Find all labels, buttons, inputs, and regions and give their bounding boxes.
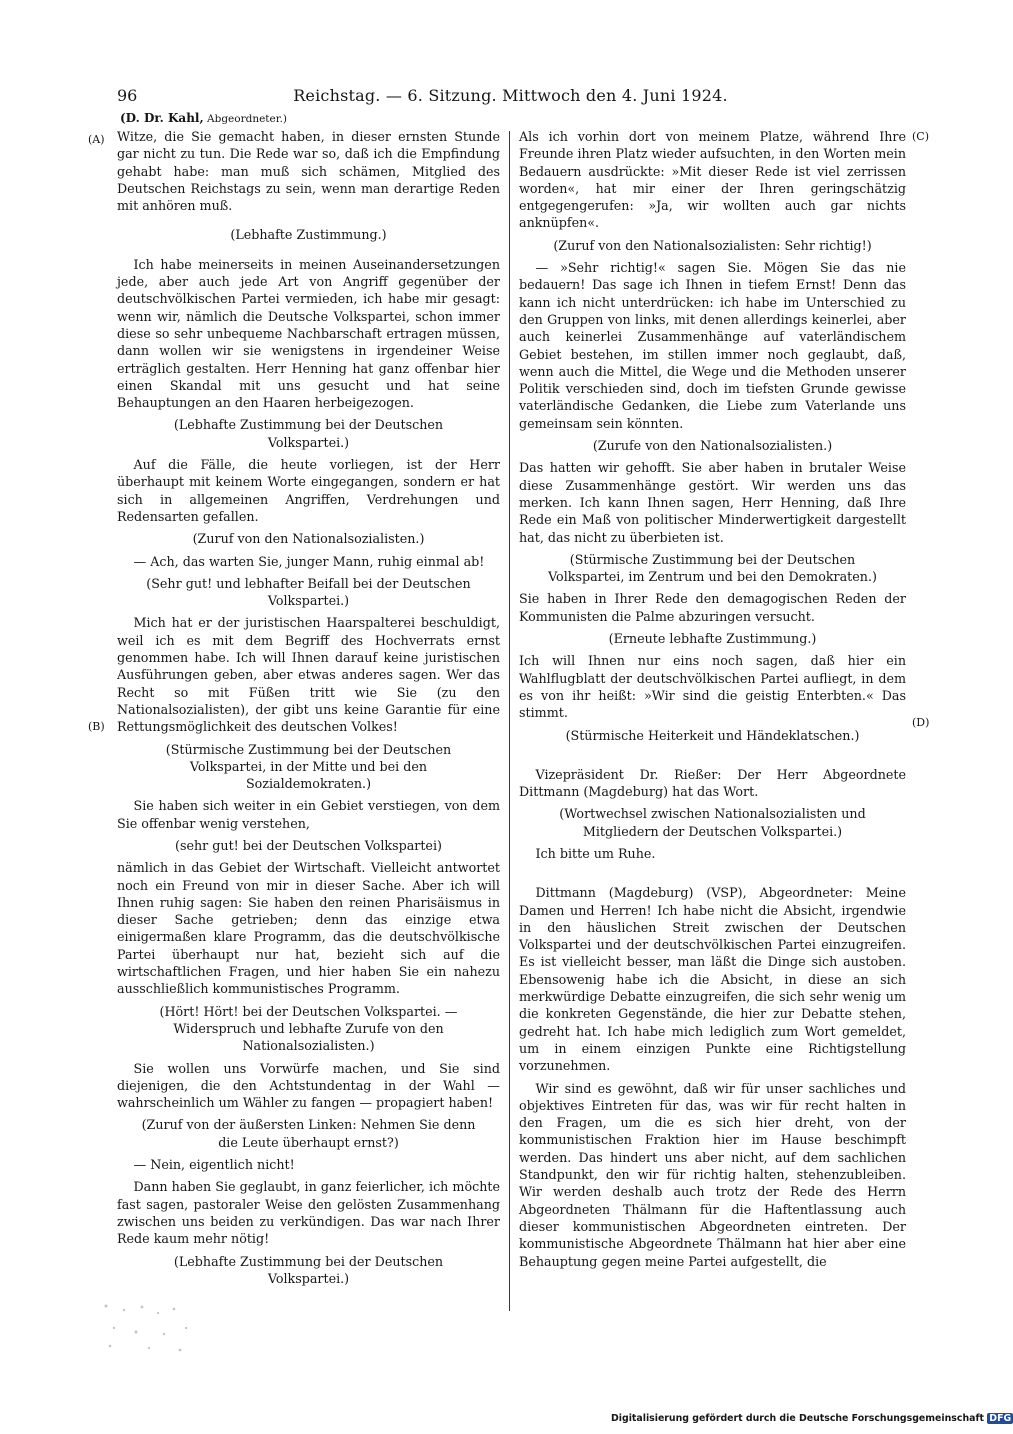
paragraph: — Ach, das warten Sie, junger Mann, ruhig einmal ab! bbox=[133, 553, 485, 569]
interjection: (Zuruf von den Nationalsozialisten.) bbox=[192, 531, 425, 547]
header-title: Reichstag. — 6. Sitzung. Mittwoch den 4. Juni 1924. bbox=[293, 86, 728, 105]
speaker-note bbox=[120, 111, 287, 125]
speaker-name: (D. Dr. Kahl, bbox=[120, 111, 204, 125]
interjection: (Zuruf von der äußersten Linken: Nehmen Sie denn die Leute überhaupt ernst?) bbox=[141, 1117, 476, 1150]
paragraph: Ich will Ihnen nur eins noch sagen, daß hier ein Wahlflugblatt der deutschvölkischen Partei aufliegt, in dem es von ihr heißt: »Wir sind die geistig Enterbten.« Das stimmt. bbox=[519, 653, 906, 721]
interjection: (Erneute lebhafte Zustimmung.) bbox=[608, 631, 817, 647]
dfg-logo: DFG bbox=[989, 1413, 1012, 1424]
speaker-role: Abgeordneter.) bbox=[207, 113, 288, 125]
paragraph: Als ich vorhin dort von meinem Platze, während Ihre Freunde ihren Platz wieder aufsuchten, in den Worten mein Bedauern ausdrückte: »Mit dieser Rede ist viel zerrissen worden«, hat mir einer der Ihren geringschätzig entgegengerufen: »Ja, wir wollten auch gar nichts anknüpfen«. bbox=[519, 129, 906, 231]
paragraph: Sie haben in Ihrer Rede den demagogischen Reden der Kommunisten die Palme abzuringen versucht. bbox=[519, 591, 906, 624]
interjection: (Zurufe von den Nationalsozialisten.) bbox=[592, 438, 833, 454]
paragraph: Sie haben sich weiter in ein Gebiet verstiegen, von dem Sie offenbar wenig verstehen, bbox=[117, 798, 500, 831]
paragraph: Witze, die Sie gemacht haben, in dieser ernsten Stunde gar nicht zu tun. Die Rede war so, daß ich die Empfindung gehabt habe: man muß sich schämen, Mitglied des Deutschen Reichstags zu sein, wenn man derartige Reden mit anhören muß. bbox=[117, 129, 500, 214]
margin-mark-c: (C) bbox=[912, 130, 929, 143]
interjection: (Stürmische Zustimmung bei der Deutschen Volkspartei, im Zentrum und bei den Demokraten.) bbox=[548, 551, 877, 585]
paragraph: Ich habe meinerseits in meinen Auseinandersetzungen jede, aber auch jede Art von Angriff gegenüber der deutschvölkischen Partei vermieden, ich habe mir gesagt: wenn wir, nämlich die Deutsche Volkspartei, schon immer diese so sehr unbequeme Nachbarschaft ertragen müssen, dann wollen wir sie wenigstens in irgendeiner Weise erträglich gestalten. Herr Henning hat ganz offenbar hier einen Skandal mit uns gesucht und hat seine Behauptungen an den Haaren herbeigezogen. bbox=[117, 256, 500, 411]
right-column bbox=[519, 128, 906, 1310]
column-divider bbox=[509, 131, 510, 1311]
paragraph: Auf die Fälle, die heute vorliegen, ist der Herr überhaupt mit keinem Worte eingegangen, sondern er hat sich in allgemeinen Angriffen, Verdrehungen und Redensarten gefallen. bbox=[117, 457, 500, 524]
interjection: (Sehr gut! und lebhafter Beifall bei der Deutschen Volkspartei.) bbox=[146, 575, 471, 609]
interjection: (Stürmische Heiterkeit und Händeklatschen.) bbox=[565, 727, 860, 743]
interjection: (Zuruf von den Nationalsozialisten: Sehr richtig!) bbox=[553, 237, 872, 253]
footer-text: Digitalisierung gefördert durch die Deutsche Forschungsgemeinschaft bbox=[611, 1413, 985, 1424]
ink-smudge bbox=[94, 1298, 204, 1360]
interjection: (Stürmische Zustimmung bei der Deutschen Volkspartei, in der Mitte und bei den Sozialdemokraten.) bbox=[165, 741, 452, 792]
paragraph: — Nein, eigentlich nicht! bbox=[133, 1157, 295, 1173]
paragraph: nämlich in das Gebiet der Wirtschaft. Vielleicht antwortet noch ein Freund von mir in dieser Sache. Aber ich will Ihnen ruhig sagen: Sie haben den reinen Pharisäismus in dieser Sache getrieben; denn das einzige etwa einigermaßen klare Programm, das die deutschvölkische Partei überhaupt nur hat, bezieht sich auf die wirtschaftlichen Fragen, und hier haben Sie ein nahezu ausschließlich kommunistisches Programm. bbox=[117, 860, 500, 997]
page-number: 96 bbox=[117, 86, 138, 105]
interjection: (Lebhafte Zustimmung bei der Deutschen Volkspartei.) bbox=[173, 1253, 444, 1286]
paragraph: Dann haben Sie geglaubt, in ganz feierlicher, ich möchte fast sagen, pastoraler Weise den gelösten Zusammenhang zwischen uns beiden zu verkündigen. Das war nach Ihrer Rede kaum mehr nötig! bbox=[117, 1179, 500, 1247]
speech-opening: Dittmann (Magdeburg) (VSP), Abgeordneter: Meine Damen und Herren! Ich habe nicht die Absicht, irgendwie in den häuslichen Streit zwischen der Deutschen Volkspartei und der deutschvölkischen Partei einzugreifen. Es ist vielleicht besser, man läßt die Dinge sich austoben. Ebensowenig habe ich die Absicht, in diese an sich merkwürdige Debatte einzugreifen, die sich sehr wenig um die konkreten Gegenstände, die hier zur Debatte stehen, gedreht hat. Ich habe mich lediglich zum Wort gemeldet, um in einem einzigen Punkte eine Richtigstellung vorzunehmen. bbox=[519, 885, 906, 1074]
running-header bbox=[115, 86, 906, 108]
paragraph: Wir sind es gewöhnt, daß wir für unser sachliches und objektives Eintreten für das, was wir für recht halten in den Fragen, um die es sich hier dreht, von der kommunistischen Fraktion hier im Hause beschimpft werden. Das hindert uns aber nicht, auf dem sachlichen Standpunkt, den wir für richtig halten, stehenzubleiben. Wir werden deshalb auch trotz der Rede des Herrn Abgeordneten Thälmann für die Haftentlassung auch dieser kommunistischen Abgeordneten eintreten. Der kommunistische Abgeordnete Thälmann hat hier aber eine Behauptung gegen meine Partei aufgestellt, die bbox=[519, 1080, 906, 1269]
interjection: (Wortwechsel zwischen Nationalsozialisten und Mitgliedern der Deutschen Volkspartei.) bbox=[559, 806, 866, 839]
president-remark: Vizepräsident Dr. Rießer: Der Herr Abgeordnete Dittmann (Magdeburg) hat das Wort. bbox=[519, 766, 906, 800]
paragraph: Ich bitte um Ruhe. bbox=[535, 845, 656, 861]
paragraph: Mich hat er der juristischen Haarspalterei beschuldigt, weil ich es mit dem Begriff des Hochverrats ernst genommen habe. Ich will Ihnen darauf keine juristischen Ausführungen geben, aber etwas anderes sagen. Wer das Recht so mit Füßen tritt wie Sie (zu den Nationalsozialisten), der gibt uns keine Garantie für eine Rettungsmöglichkeit des deutschen Volkes! bbox=[117, 615, 500, 735]
interjection: (Lebhafte Zustimmung.) bbox=[230, 227, 387, 243]
margin-mark-a: (A) bbox=[88, 133, 105, 146]
interjection: (Lebhafte Zustimmung bei der Deutschen Volkspartei.) bbox=[173, 417, 444, 450]
margin-mark-d: (D) bbox=[912, 716, 930, 729]
paragraph: Das hatten wir gehofft. Sie aber haben in brutaler Weise diese Zusammenhänge gestört. Wir werden uns das merken. Ich kann Ihnen sagen, Herr Henning, daß Ihre Rede ein Maß von politischer Minderwertigkeit dargestellt hat, das nicht zu überbieten ist. bbox=[519, 460, 906, 545]
margin-mark-b: (B) bbox=[88, 720, 105, 733]
interjection: (Hört! Hört! bei der Deutschen Volkspartei. — Widerspruch und lebhafte Zurufe von den Nationalsozialisten.) bbox=[159, 1003, 458, 1054]
paragraph: Sie wollen uns Vorwürfe machen, und Sie sind diejenigen, die den Achtstundentag in der Wahl — wahrscheinlich um Wähler zu fangen — propagiert haben! bbox=[117, 1060, 500, 1111]
interjection: (sehr gut! bei der Deutschen Volkspartei) bbox=[175, 837, 442, 853]
paragraph: — »Sehr richtig!« sagen Sie. Mögen Sie das nie bedauern! Das sage ich Ihnen in tiefem Ernst! Denn das kann ich nicht unterdrücken: ich habe im Unterschied zu den Gruppen von links, mit denen allerdings keinerlei, aber auch keinerlei Zusammenhänge auf vaterländischem Gebiet bestehen, im stillen immer noch geglaubt, daß, wenn auch die Mittel, die Wege und die Methoden unserer Politik verschieden sind, doch im tiefsten Grunde gewisse vaterländische Gedanken, die Liebe zum Vaterlande uns gemeinsam sein könnten. bbox=[519, 260, 906, 431]
left-column bbox=[117, 128, 500, 1310]
footer bbox=[611, 1413, 1012, 1427]
